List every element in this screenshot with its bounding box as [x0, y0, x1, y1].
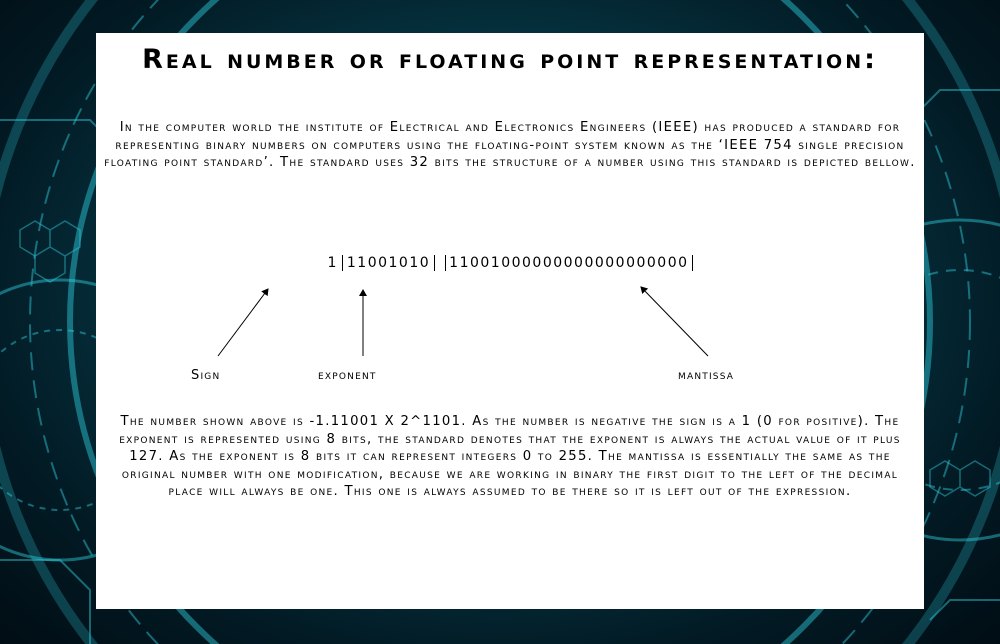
exponent-label: exponent — [318, 368, 377, 383]
exponent-bits: 11001010 — [342, 255, 435, 271]
sign-arrow — [218, 289, 268, 356]
page-title: Real number or floating point representation: — [142, 44, 878, 75]
mantissa-arrow — [641, 287, 708, 356]
content-card — [96, 33, 924, 609]
intro-paragraph: In the computer world the institute of Electrical and Electronics Engineers (IEEE) has produced a standard for representing binary numbers on computers using the floating-point system known as the ‘IEEE 754 single precision floating point standard’. The standard uses 32 bits the structure of a number using this standard is depicted bellow. — [104, 120, 916, 170]
bit-arrows — [96, 33, 924, 609]
mantissa-bits: 11001000000000000000000 — [445, 255, 692, 271]
sign-label: Sign — [191, 368, 221, 383]
mantissa-label: mantissa — [678, 368, 735, 383]
sign-bit: 1 — [327, 255, 338, 271]
description-paragraph: The number shown above is -1.11001 X 2^1101. As the number is negative the sign is a 1 (0 for positive). The exponent is represented using 8 bits, the standard denotes that the exponent is always the actual value of it plus 127. As the exponent is 8 bits it can represent integers 0 to 255. The mantissa is essentially the same as the original number with one modification, because we are working in binary the first digit to the left of the decimal place will always be one. This one is always assumed to be there so it is left out of the expression. — [119, 414, 901, 499]
